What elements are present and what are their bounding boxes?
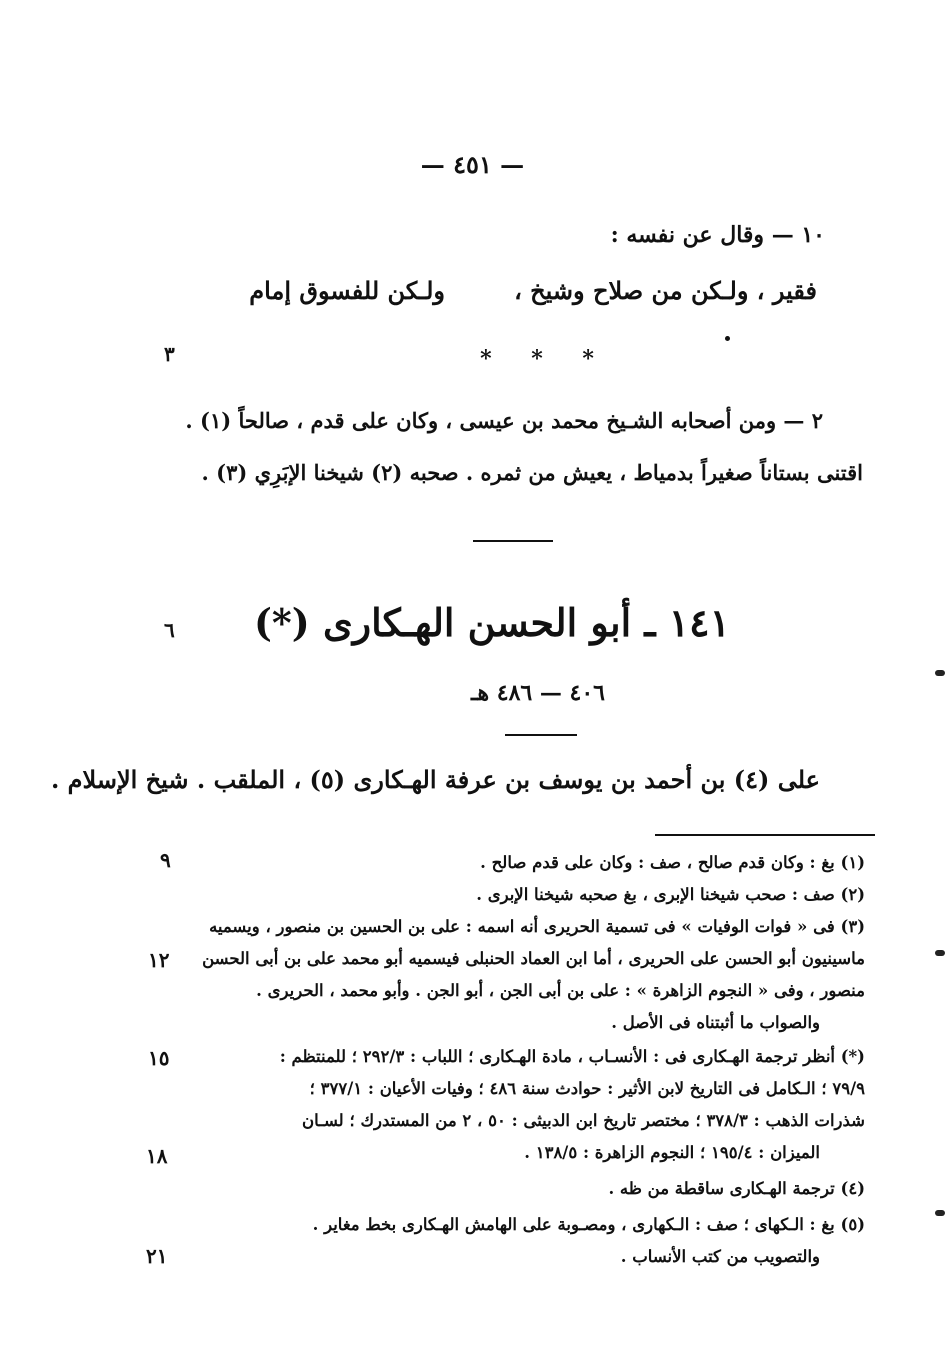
verse-hemistich-left: ولـكن للفسوق إمام: [249, 276, 445, 305]
footnote-5-line-2: والتصويب من كتب الأنساب .: [620, 1247, 820, 1266]
margin-line-number: ٩: [160, 848, 171, 872]
entry-years: ٤٠٦ — ٤٨٦ هـ: [471, 680, 605, 706]
margin-line-number: ١٥: [148, 1046, 170, 1070]
section-separator: * * *: [480, 346, 610, 372]
margin-line-number: ٢١: [146, 1244, 168, 1268]
footnote-star-line-4: الميزان : ١٩٥/٤ ؛ النجوم الزاهرة : ١٣٨/٥ .: [524, 1143, 820, 1162]
entry-title: ١٤١ ـ أبو الحسن الهـكارى (*): [253, 600, 730, 645]
footnote-4: (٤) ترجمة الهـكارى ساقطة من ظه .: [608, 1179, 865, 1198]
paragraph-line-1: ٢ — ومن أصحابه الشـيخ محمد بن عيسى ، وكان على قدم ، صالحاً (١) .: [185, 408, 823, 433]
footnote-star-line-3: شذرات الذهب : ٣٧٨/٣ ؛ مختصر تاريخ ابن الدبيثى : ٥٠ ، ٢ من المستدرك ؛ لسـان: [301, 1111, 865, 1130]
paragraph-line-2: اقتنى بستاناً صغيراً بدمياط ، يعيش من ثمره . صحبه (٢) شيخنا الإبَرِي (٣) .: [201, 460, 863, 485]
divider-rule-bottom: [505, 734, 577, 736]
footnote-2: (٢) صف : صحب شيخنا الإبرى ، بغ صحبه شيخنا الإبرى .: [476, 885, 865, 904]
margin-line-number: ٦: [164, 618, 175, 642]
entry-body: على (٤) بن أحمد بن يوسف بن عرفة الهـكارى (٥) ، الملقب . شيخ الإسلام .: [50, 765, 820, 794]
footnote-5-line-1: (٥) بغ : الـكهاى ؛ صف : الـكهارى ، ومصـوبة على الهامش الهـكارى بخط مغاير .: [312, 1215, 865, 1234]
footnote-3-line-4: والصواب ما أثبتناه فى الأصل .: [611, 1013, 820, 1032]
stray-dot-mark: [725, 336, 730, 341]
margin-line-number: ١٢: [148, 948, 170, 972]
margin-line-number: ٣: [164, 342, 175, 366]
footnote-3-line-2: ماسينيون أبو الحسن على الحريرى ، أما ابن العماد الحنبلى فيسميه أبو محمد على بن أبى الحسن: [202, 949, 865, 968]
footnotes-rule: [655, 834, 875, 836]
footnote-1: (١) بغ : وكان قدم صالح ، صف : وكان على قدم صالح .: [480, 853, 865, 872]
verse-hemistich-right: فقير ، ولـكن من صلاح وشيخ ،: [514, 276, 817, 305]
footnote-star-line-1: (*) أنظر ترجمة الهـكارى فى : الأنسـاب ، مادة الهـكارى ؛ اللباب : ٢٩٢/٣ ؛ للمنتظم :: [279, 1047, 865, 1066]
footnote-3-line-1: (٣) فى « فوات الوفيات » فى تسمية الحريرى أنه اسمه : على بن الحسين بن منصور ، ويسميه: [209, 917, 865, 936]
scan-edge-mark: [935, 670, 945, 676]
poem-intro: ١٠ — وقال عن نفسه :: [610, 222, 825, 248]
scan-edge-mark: [935, 950, 945, 956]
divider-rule-top: [473, 540, 553, 542]
margin-line-number: ١٨: [146, 1144, 168, 1168]
footnote-3-line-3: منصور ، وفى « النجوم الزاهرة » : على بن أبى الجن ، أبو الجن . وأبو محمد ، الحريرى .: [256, 981, 865, 1000]
footnote-star-line-2: ٧٩/٩ ؛ الـكامل فى التاريخ لابن الأثير : حوادث سنة ٤٨٦ ؛ وفيات الأعيان : ٣٧٧/١ ؛: [309, 1079, 865, 1098]
page-number: — ٤٥١ —: [420, 150, 525, 179]
scan-edge-mark: [935, 1210, 945, 1216]
